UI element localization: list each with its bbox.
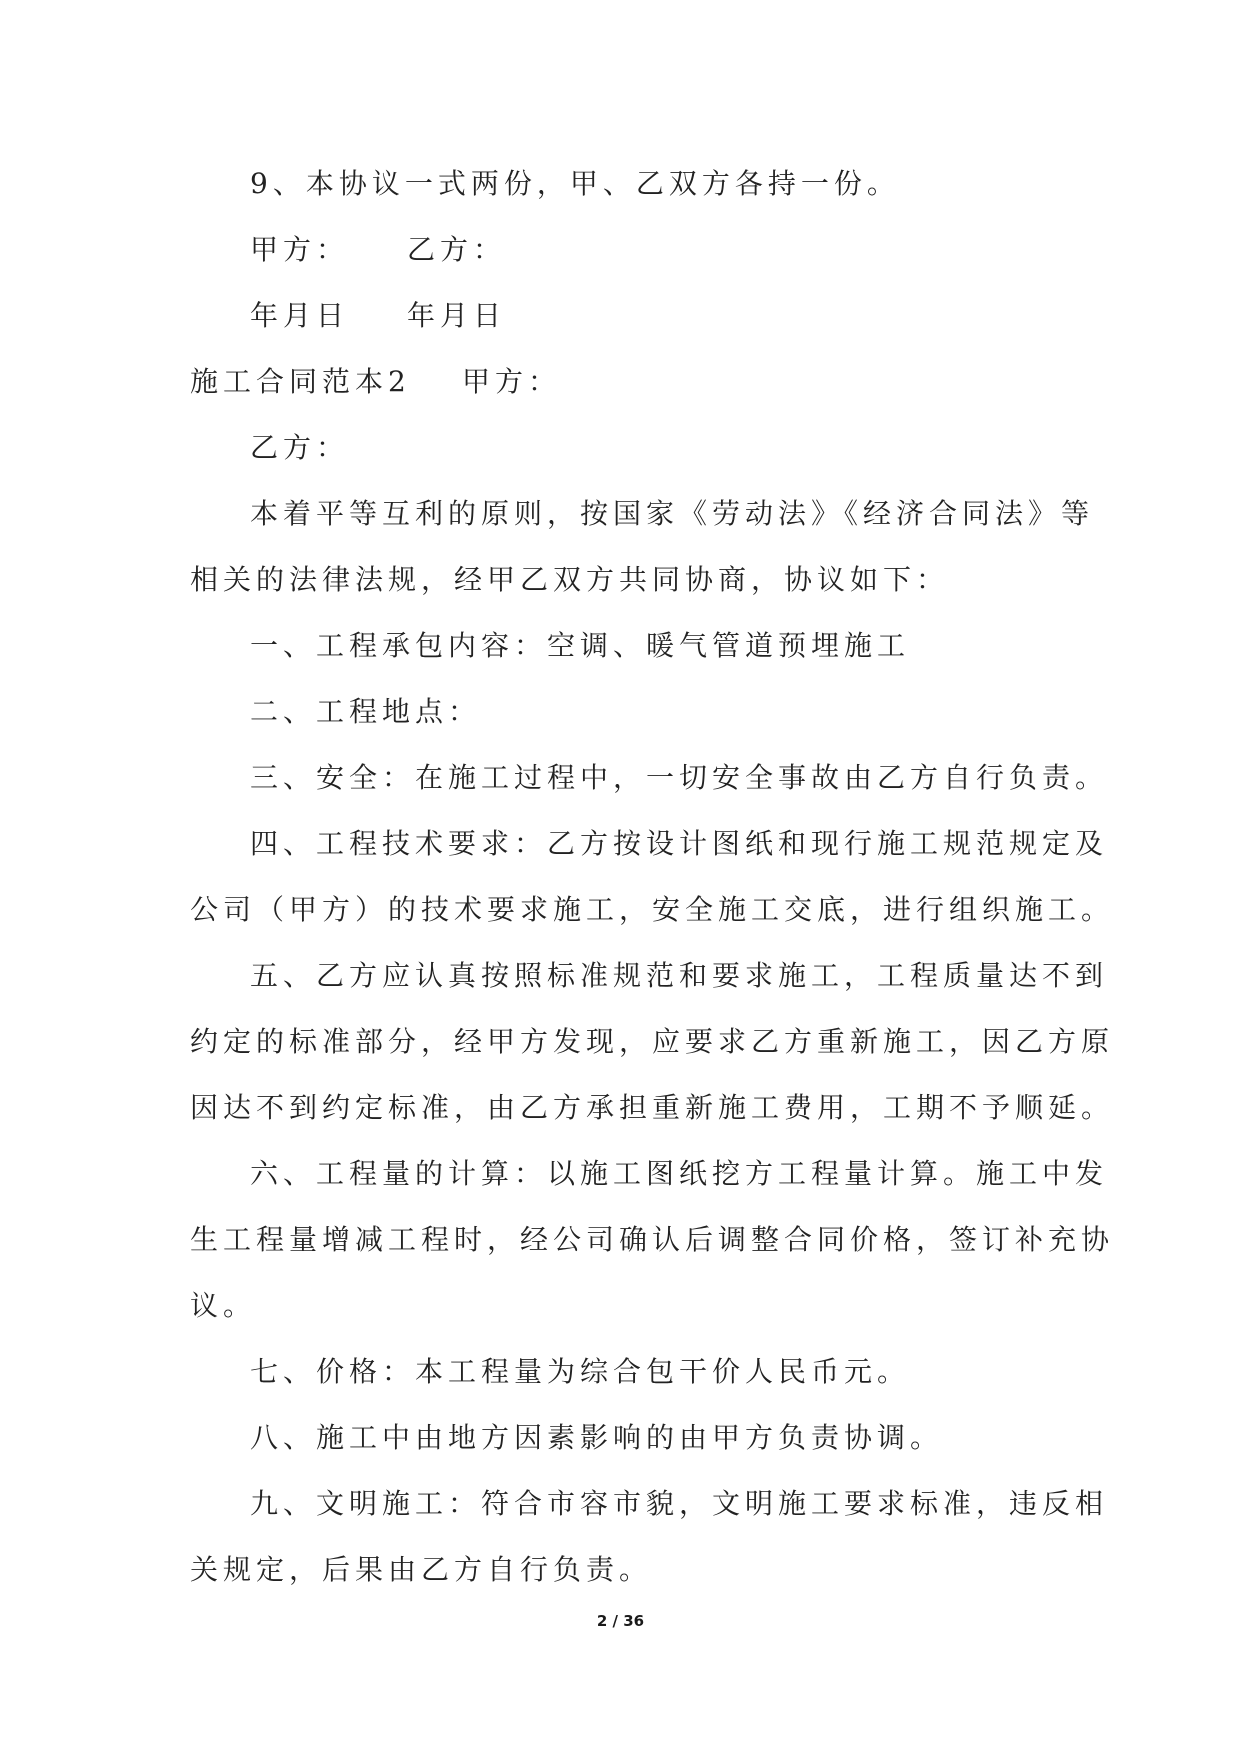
contract-title: 施工合同范本2: [190, 365, 411, 398]
preamble-line-1: 本着平等互利的原则，按国家《劳动法》《经济合同法》等: [250, 497, 1095, 530]
clause-8: 八、施工中由地方因素影响的由甲方负责协调。: [250, 1421, 944, 1454]
clause-5-line-2: 约定的标准部分，经甲方发现，应要求乙方重新施工，因乙方原: [190, 1025, 1115, 1058]
clause-3: 三、安全：在施工过程中，一切安全事故由乙方自行负责。: [250, 761, 1109, 794]
party-a-label: 甲方：: [250, 233, 350, 266]
preamble-line-2: 相关的法律法规，经甲乙双方共同协商，协议如下：: [190, 563, 950, 596]
clause-6-line-1: 六、工程量的计算：以施工图纸挖方工程量计算。施工中发: [250, 1157, 1109, 1190]
party-b-date: 年月日: [407, 299, 507, 332]
clause-4-line-2: 公司（甲方）的技术要求施工，安全施工交底，进行组织施工。: [190, 893, 1115, 926]
party-b-label: 乙方：: [407, 233, 507, 266]
clause-9-line: 9、本协议一式两份，甲、乙双方各持一份。: [250, 167, 900, 200]
clause-4-line-1: 四、工程技术要求：乙方按设计图纸和现行施工规范规定及: [250, 827, 1109, 860]
party-a-date: 年月日: [250, 299, 350, 332]
clause-2: 二、工程地点：: [250, 695, 482, 728]
clause-5-line-1: 五、乙方应认真按照标准规范和要求施工，工程质量达不到: [250, 959, 1109, 992]
clause-9-line-1: 九、文明施工：符合市容市貌，文明施工要求标准，违反相: [250, 1487, 1109, 1520]
clause-6-line-3: 议。: [190, 1289, 257, 1322]
party-b-label-2: 乙方：: [250, 431, 350, 464]
page-number: 2 / 36: [596, 1612, 645, 1630]
clause-5-line-3: 因达不到约定标准，由乙方承担重新施工费用，工期不予顺延。: [190, 1091, 1115, 1124]
clause-1: 一、工程承包内容：空调、暖气管道预埋施工: [250, 629, 911, 662]
party-a-label-2: 甲方：: [462, 365, 562, 398]
clause-6-line-2: 生工程量增减工程时，经公司确认后调整合同价格，签订补充协: [190, 1223, 1115, 1256]
clause-7: 七、价格：本工程量为综合包干价人民币元。: [250, 1355, 911, 1388]
clause-9-line-2: 关规定，后果由乙方自行负责。: [190, 1553, 653, 1586]
